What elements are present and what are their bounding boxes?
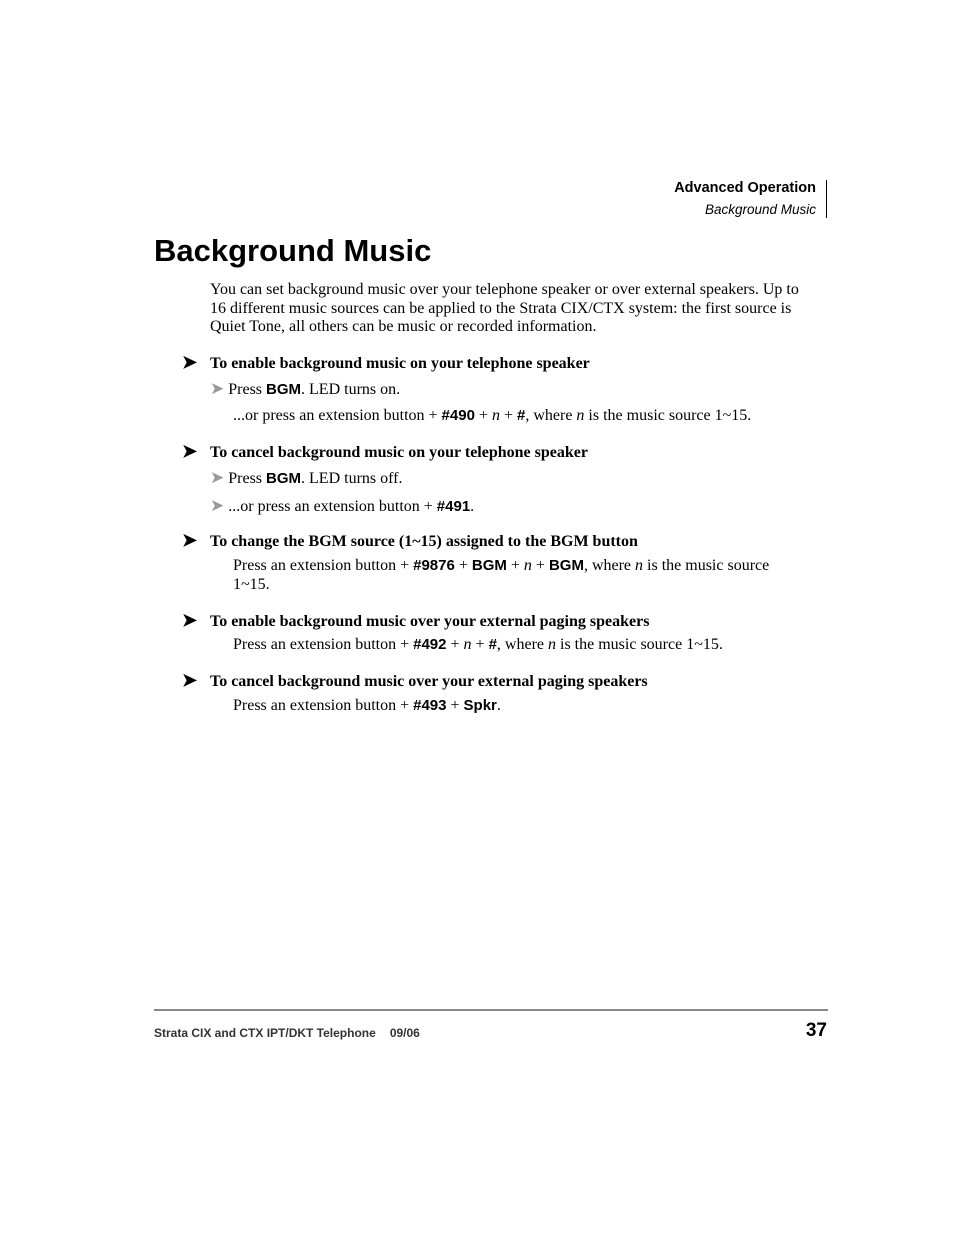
procedure-heading: ➤ To cancel background music on your telephone speaker — [182, 441, 588, 461]
key-label: BGM — [471, 557, 507, 574]
key-label: #9876 — [413, 557, 455, 574]
footer-rule — [154, 1009, 828, 1011]
key-label: BGM — [548, 557, 584, 574]
key-label: #491 — [436, 498, 471, 515]
arrow-icon: ➤ — [182, 352, 198, 372]
arrow-icon: ➤ — [182, 530, 198, 550]
arrow-icon: ➤ — [182, 441, 198, 461]
procedure-heading: ➤ To change the BGM source (1~15) assigned to the BGM button — [182, 530, 638, 550]
procedure-heading: ➤ To enable background music on your telephone speaker — [182, 352, 590, 372]
step-arrow-icon: ➤ — [210, 496, 225, 515]
key-label: # — [488, 636, 497, 653]
procedure-step: Press an extension button + #493 + Spkr. — [233, 697, 501, 714]
procedure-heading: ➤ To enable background music over your external paging speakers — [182, 610, 650, 630]
key-label: Spkr — [463, 697, 497, 714]
header-section: Background Music — [704, 202, 816, 217]
key-label: #490 — [441, 407, 475, 424]
key-label: #492 — [413, 636, 447, 653]
intro-paragraph: You can set background music over your telephone speaker or over external speakers. Up to 16 different music sources can be applied to the Strata CIX/CTX system: the first source is Quiet Tone, all others can be music or recorded information. — [210, 281, 799, 335]
procedure-heading: ➤ To cancel background music over your external paging speakers — [182, 670, 648, 690]
page-title: Background Music — [154, 233, 432, 268]
key-label: BGM — [266, 381, 302, 398]
page-number: 37 — [805, 1020, 827, 1041]
header-rule — [826, 180, 827, 218]
key-label: #493 — [413, 697, 447, 714]
footer-doc-title: Strata CIX and CTX IPT/DKT Telephone — [154, 1026, 376, 1040]
arrow-icon: ➤ — [182, 670, 198, 690]
procedure-step: Press an extension button + #492 + n + #, where n is the music source 1~15. — [233, 636, 723, 653]
footer-doc-info — [154, 1026, 420, 1040]
step-arrow-icon: ➤ — [210, 379, 225, 398]
procedure-step: ➤ Press BGM. LED turns on. — [210, 379, 401, 398]
procedure-step-alt: ...or press an extension button + #490 + n + #, where n is the music source 1~15. — [233, 407, 752, 424]
running-header — [674, 178, 816, 220]
procedure-step: Press an extension button + #9876 + BGM + n + BGM, where n is the music source 1~15. — [233, 557, 770, 593]
procedure-step: ➤ ...or press an extension button + #491. — [210, 496, 475, 515]
header-chapter: Advanced Operation — [674, 180, 816, 196]
key-label: BGM — [266, 470, 302, 487]
footer-date: 09/06 — [389, 1026, 420, 1040]
key-label: # — [516, 407, 526, 424]
procedure-step: ➤ Press BGM. LED turns off. — [210, 468, 403, 487]
arrow-icon: ➤ — [182, 610, 198, 630]
step-arrow-icon: ➤ — [210, 468, 225, 487]
